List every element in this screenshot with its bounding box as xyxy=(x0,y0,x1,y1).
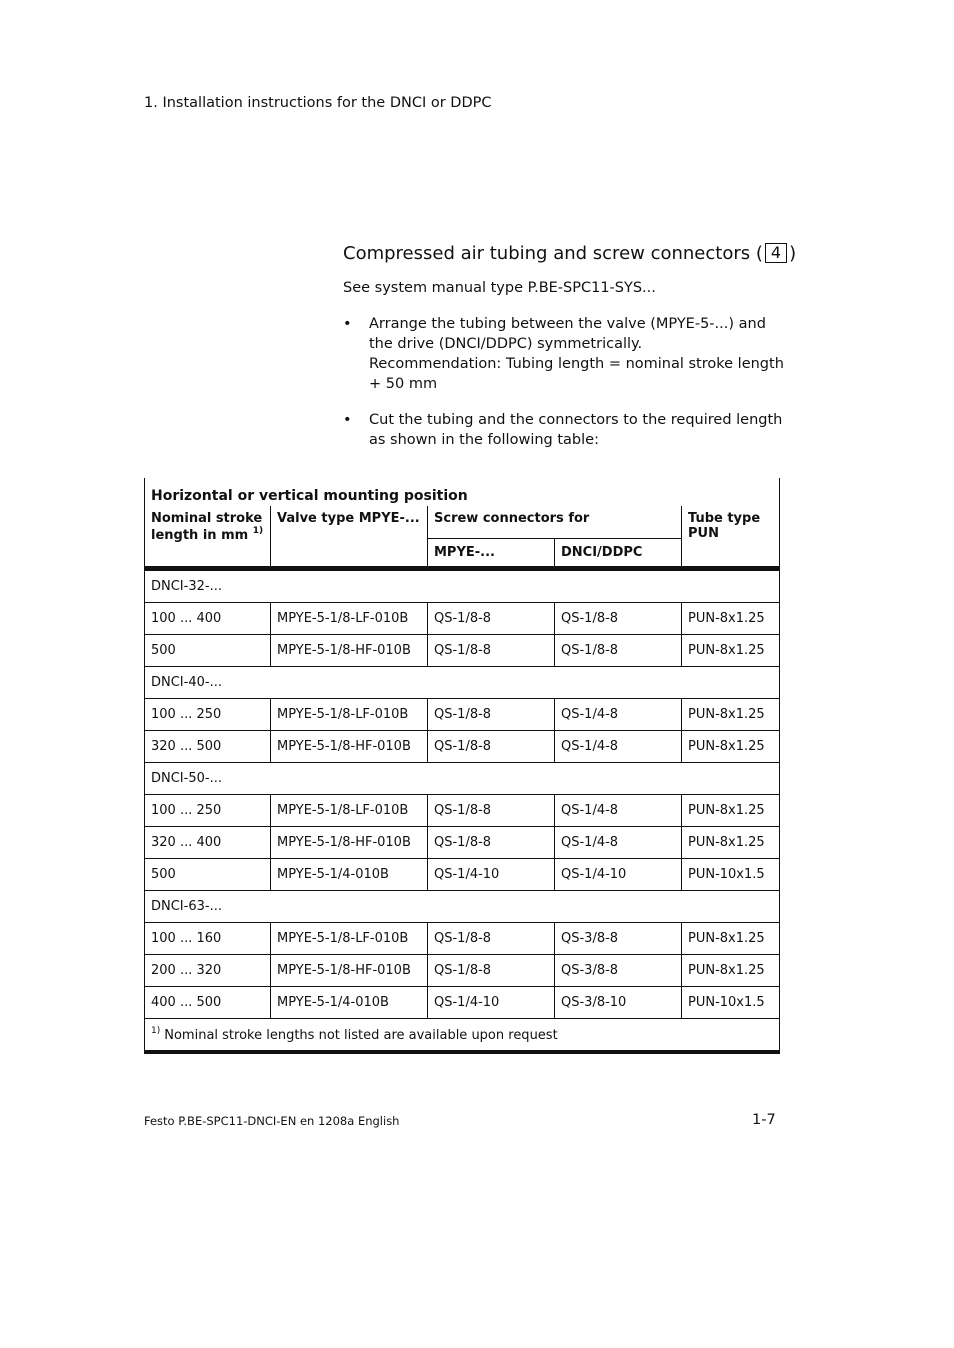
bullet-symbol: • xyxy=(343,316,352,332)
header-dnci: DNCI/DDPC xyxy=(555,539,682,569)
cell-dnci-connector: QS-1/8-8 xyxy=(555,635,682,667)
table-row xyxy=(145,635,780,667)
table-row xyxy=(145,859,780,891)
cell-dnci-connector: QS-3/8-8 xyxy=(555,923,682,955)
cell-mpye-connector: QS-1/8-8 xyxy=(428,731,555,763)
connector-table xyxy=(144,478,780,1054)
cell-mpye-connector: QS-1/8-8 xyxy=(428,827,555,859)
cell-valve: MPYE-5-1/8-LF-010B xyxy=(271,699,428,731)
cell-tube: PUN-10x1.5 xyxy=(682,987,780,1019)
table-footnote xyxy=(145,1019,780,1053)
cell-stroke: 100 ... 160 xyxy=(145,923,271,955)
bullet-symbol: • xyxy=(343,412,352,428)
bullet-recommendation: Recommendation: Tubing length = nominal stroke length + 50 mm xyxy=(369,356,784,392)
group-label: DNCI-63-... xyxy=(145,891,780,923)
table-caption: Horizontal or vertical mounting position xyxy=(145,478,780,506)
table-row xyxy=(145,987,780,1019)
cell-valve: MPYE-5-1/8-LF-010B xyxy=(271,603,428,635)
cell-stroke: 320 ... 500 xyxy=(145,731,271,763)
cell-stroke: 100 ... 250 xyxy=(145,795,271,827)
cell-stroke: 500 xyxy=(145,635,271,667)
table-row xyxy=(145,955,780,987)
cell-tube: PUN-10x1.5 xyxy=(682,859,780,891)
cell-mpye-connector: QS-1/8-8 xyxy=(428,955,555,987)
cell-stroke: 200 ... 320 xyxy=(145,955,271,987)
cell-tube: PUN-8x1.25 xyxy=(682,731,780,763)
footer-doc-id: Festo P.BE-SPC11-DNCI-EN en 1208a English xyxy=(144,1114,400,1128)
footnote-ref: 1) xyxy=(252,526,264,536)
page-header: 1. Installation instructions for the DNCI or DDPC xyxy=(144,95,492,111)
group-label: DNCI-40-... xyxy=(145,667,780,699)
table-row xyxy=(145,731,780,763)
cell-stroke: 320 ... 400 xyxy=(145,827,271,859)
cell-mpye-connector: QS-1/8-8 xyxy=(428,795,555,827)
cell-valve: MPYE-5-1/8-HF-010B xyxy=(271,955,428,987)
group-label: DNCI-32-... xyxy=(145,569,780,603)
cell-dnci-connector: QS-3/8-10 xyxy=(555,987,682,1019)
cell-tube: PUN-8x1.25 xyxy=(682,955,780,987)
section-title xyxy=(343,243,796,264)
header-stroke: Nominal stroke length in mm $^{1)}$ xyxy=(145,506,271,569)
page-number: 1-7 xyxy=(752,1112,776,1128)
cell-dnci-connector: QS-1/4-8 xyxy=(555,827,682,859)
cell-tube: PUN-8x1.25 xyxy=(682,699,780,731)
table-row xyxy=(145,603,780,635)
table-row xyxy=(145,923,780,955)
footnote-text: Nominal stroke lengths not listed are available upon request xyxy=(164,1028,558,1043)
cell-tube: PUN-8x1.25 xyxy=(682,603,780,635)
header-screw-connectors: Screw connectors for xyxy=(428,506,682,539)
cell-dnci-connector: QS-3/8-8 xyxy=(555,955,682,987)
table-row xyxy=(145,795,780,827)
header-mpye: MPYE-... xyxy=(428,539,555,569)
cell-valve: MPYE-5-1/8-HF-010B xyxy=(271,635,428,667)
cell-tube: PUN-8x1.25 xyxy=(682,795,780,827)
cell-tube: PUN-8x1.25 xyxy=(682,827,780,859)
cell-mpye-connector: QS-1/8-8 xyxy=(428,699,555,731)
cell-dnci-connector: QS-1/4-10 xyxy=(555,859,682,891)
cell-stroke: 500 xyxy=(145,859,271,891)
cell-valve: MPYE-5-1/8-LF-010B xyxy=(271,923,428,955)
item-number-box: 4 xyxy=(765,243,787,263)
group-label: DNCI-50-... xyxy=(145,763,780,795)
cell-valve: MPYE-5-1/4-010B xyxy=(271,987,428,1019)
cell-dnci-connector: QS-1/4-8 xyxy=(555,731,682,763)
see-reference: See system manual type P.BE-SPC11-SYS... xyxy=(343,280,656,296)
cell-stroke: 100 ... 400 xyxy=(145,603,271,635)
cell-valve: MPYE-5-1/8-HF-010B xyxy=(271,827,428,859)
cell-valve: MPYE-5-1/4-010B xyxy=(271,859,428,891)
table-row xyxy=(145,827,780,859)
bullet-text: Arrange the tubing between the valve (MPYE-5-...) and the drive (DNCI/DDPC) symmetrically. xyxy=(369,316,766,352)
cell-dnci-connector: QS-1/4-8 xyxy=(555,699,682,731)
table-row xyxy=(145,699,780,731)
cell-dnci-connector: QS-1/4-8 xyxy=(555,795,682,827)
section-title-text: Compressed air tubing and screw connectors ( xyxy=(343,243,763,264)
cell-tube: PUN-8x1.25 xyxy=(682,923,780,955)
footnote-mark: 1) xyxy=(151,1026,161,1036)
cell-mpye-connector: QS-1/8-8 xyxy=(428,603,555,635)
cell-valve: MPYE-5-1/8-HF-010B xyxy=(271,731,428,763)
cell-mpye-connector: QS-1/8-8 xyxy=(428,923,555,955)
cell-mpye-connector: QS-1/8-8 xyxy=(428,635,555,667)
header-tube: Tube type PUN xyxy=(682,506,780,569)
cell-mpye-connector: QS-1/4-10 xyxy=(428,859,555,891)
bullet-text: Cut the tubing and the connectors to the required length as shown in the following table: xyxy=(369,412,783,448)
section-title-close: ) xyxy=(789,243,797,264)
header-valve: Valve type MPYE-... xyxy=(271,506,428,569)
cell-stroke: 100 ... 250 xyxy=(145,699,271,731)
cell-valve: MPYE-5-1/8-LF-010B xyxy=(271,795,428,827)
cell-stroke: 400 ... 500 xyxy=(145,987,271,1019)
cell-mpye-connector: QS-1/4-10 xyxy=(428,987,555,1019)
cell-tube: PUN-8x1.25 xyxy=(682,635,780,667)
cell-dnci-connector: QS-1/8-8 xyxy=(555,603,682,635)
